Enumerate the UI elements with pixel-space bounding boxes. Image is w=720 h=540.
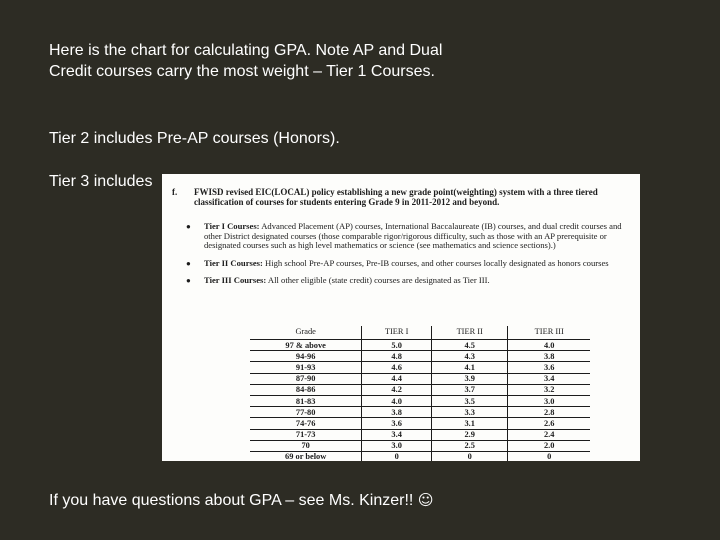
grade-cell: 71-73 — [250, 429, 362, 440]
col-header-tier1: TIER I — [362, 326, 432, 340]
tier-bullet-list — [184, 222, 634, 294]
tier2-cell: 4.3 — [431, 351, 507, 362]
bullet-icon: ● — [186, 276, 191, 286]
smiley-icon: ☺ — [417, 491, 434, 509]
col-header-tier3: TIER III — [508, 326, 590, 340]
bullet-icon: ● — [186, 258, 191, 268]
tier1-cell: 4.0 — [362, 395, 432, 406]
tier3-paragraph: Tier 3 includes — [49, 173, 153, 190]
footer-paragraph — [49, 490, 433, 511]
tier3-cell: 3.0 — [508, 395, 590, 406]
tier2-cell: 3.1 — [431, 418, 507, 429]
bullet-label: Tier III Courses: — [204, 275, 267, 286]
gpa-table-row — [250, 340, 590, 351]
tier3-cell: 2.0 — [508, 440, 590, 451]
tier1-cell: 3.0 — [362, 440, 432, 451]
gpa-table-row — [250, 373, 590, 384]
gpa-table-row — [250, 395, 590, 406]
grade-cell: 91-93 — [250, 362, 362, 373]
tier2-cell: 4.5 — [431, 340, 507, 351]
grade-cell: 87-90 — [250, 373, 362, 384]
grade-cell: 81-83 — [250, 395, 362, 406]
tier1-cell: 4.8 — [362, 351, 432, 362]
grade-cell: 74-76 — [250, 418, 362, 429]
intro-paragraph: Here is the chart for calculating GPA. Note AP and Dual Credit courses carry the most weight – Tier 1 Courses. — [49, 42, 443, 80]
col-header-tier2: TIER II — [431, 326, 507, 340]
gpa-table-row — [250, 407, 590, 418]
policy-marker: f. — [172, 187, 178, 197]
grade-cell: 69 or below — [285, 452, 327, 461]
bullet-label: Tier I Courses: — [204, 221, 260, 231]
gpa-table-row — [250, 362, 590, 373]
tier2-cell: 4.1 — [431, 362, 507, 373]
policy-heading — [172, 187, 634, 207]
tier1-cell: 3.6 — [362, 418, 432, 429]
tier3-cell: 4.0 — [508, 340, 590, 351]
tier1-cell: 5.0 — [362, 340, 432, 351]
gpa-table-row — [250, 440, 590, 451]
tier3-cell: 3.4 — [508, 373, 590, 384]
policy-heading-text: FWISD revised EIC(LOCAL) policy establishing a new grade point(weighting) system with a three tiered classification of courses for students entering Grade 9 in 2011-2012 and beyond. — [194, 187, 598, 207]
tier2-bullet — [184, 259, 634, 269]
tier3-cell: 2.8 — [508, 407, 590, 418]
tier3-cell: 3.6 — [508, 362, 590, 373]
gpa-table-header-row — [250, 326, 590, 340]
grade-cell: 70 — [250, 440, 362, 451]
grade-cell: 77-80 — [250, 407, 362, 418]
tier2-cell: 3.7 — [431, 384, 507, 395]
gpa-table-row — [250, 351, 590, 362]
tier3-bullet — [184, 276, 634, 286]
tier2-cell: 3.3 — [431, 407, 507, 418]
tier2-cell: 3.9 — [431, 373, 507, 384]
tier3-cell: 0 — [508, 451, 590, 461]
tier1-cell: 4.4 — [362, 373, 432, 384]
gpa-table-row — [250, 451, 590, 461]
bullet-text: All other eligible (state credit) courses are designated as Tier III. — [266, 275, 490, 286]
tier1-cell: 4.6 — [362, 362, 432, 373]
tier3-cell: 3.2 — [508, 384, 590, 395]
grade-cell: 97 & above — [250, 340, 362, 351]
gpa-policy-image — [162, 174, 640, 461]
tier2-cell: 3.5 — [431, 395, 507, 406]
gpa-table — [250, 326, 590, 461]
tier1-cell: 3.8 — [362, 407, 432, 418]
bullet-label: Tier II Courses: — [204, 257, 263, 268]
gpa-table-row — [250, 384, 590, 395]
col-header-grade: Grade — [250, 326, 362, 340]
grade-cell: 94-96 — [250, 351, 362, 362]
tier3-cell: 2.4 — [508, 429, 590, 440]
tier2-cell: 0 — [431, 451, 507, 461]
grade-cell: 84-86 — [250, 384, 362, 395]
bullet-text: Advanced Placement (AP) courses, International Baccalaureate (IB) courses, and dual credit courses and other District designated courses (those comparable rigor/rigorous difficulty, such as those with an AP prerequisite or designated courses such as high level mathematics or science (see mathematics and science sections).) — [204, 221, 622, 251]
tier2-paragraph: Tier 2 includes Pre-AP courses (Honors). — [49, 130, 340, 147]
tier3-cell: 2.6 — [508, 418, 590, 429]
footer-text: If you have questions about GPA – see Ms. Kinzer!! — [49, 492, 414, 509]
tier2-cell: 2.5 — [431, 440, 507, 451]
tier1-cell: 4.2 — [362, 384, 432, 395]
bullet-icon: ● — [186, 222, 191, 231]
gpa-table-row — [250, 429, 590, 440]
tier1-cell: 0 — [362, 451, 432, 461]
tier3-cell: 3.8 — [508, 351, 590, 362]
tier2-cell: 2.9 — [431, 429, 507, 440]
tier1-cell: 3.4 — [362, 429, 432, 440]
bullet-text: High school Pre-AP courses, Pre-IB courses, and other courses locally designated as honors courses — [262, 257, 609, 268]
tier1-bullet — [184, 222, 634, 251]
gpa-table-row — [250, 418, 590, 429]
